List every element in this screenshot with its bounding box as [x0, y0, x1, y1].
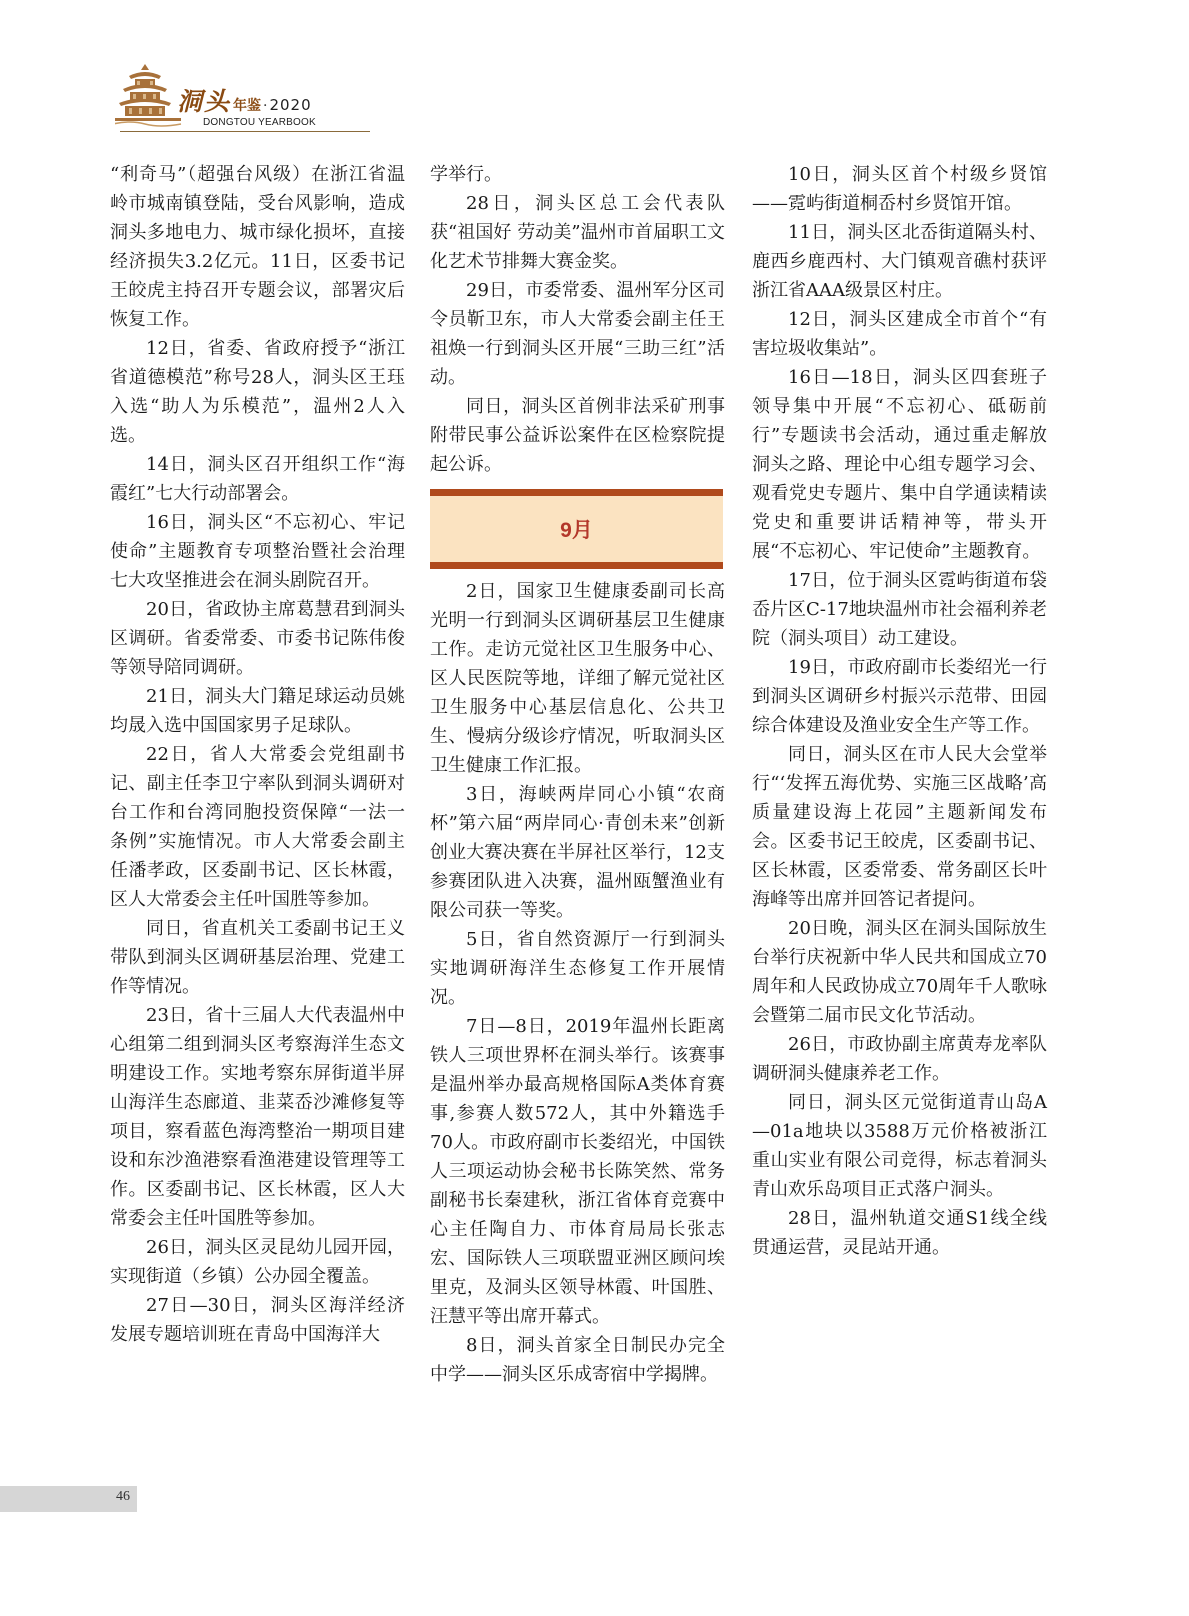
- paragraph: 26日，洞头区灵昆幼儿园开园，实现街道（乡镇）公办园全覆盖。: [110, 1237, 405, 1287]
- paragraph: 16日—18日，洞头区四套班子领导集中开展“不忘初心、砥砺前行”专题读书会活动，通过重走解放洞头之路、理论中心组专题学习会、观看党史专题片、集中自学通读精读党史和重要讲话精神等，带头开展“不忘初心、牢记使命”主题教育。: [752, 367, 1047, 562]
- paragraph: 14日，洞头区召开组织工作“海霞红”七大行动部署会。: [110, 454, 405, 504]
- text-column-3: [752, 160, 1047, 1262]
- paragraph: 7日—8日，2019年温州长距离铁人三项世界杯在洞头举行。该赛事是温州举办最高规格国际A类体育赛事,参赛人数572人，其中外籍选手70人。市政府副市长娄绍光，中国铁人三项运动协会秘书长陈笑然、常务副秘书长秦建秋，浙江省体育竞赛中心主任陶自力、市体育局局长张志宏、国际铁人三项联盟亚洲区顾问埃里克，及洞头区领导林霞、叶国胜、汪慧平等出席开幕式。: [430, 1016, 725, 1327]
- paragraph: 10日，洞头区首个村级乡贤馆——霓屿街道桐岙村乡贤馆开馆。: [752, 164, 1047, 214]
- paragraph: 12日，省委、省政府授予“浙江省道德模范”称号28人，洞头区王珏入选“助人为乐模范”，温州2人入选。: [110, 338, 405, 446]
- paragraph: 29日，市委常委、温州军分区司令员靳卫东，市人大常委会副主任王祖焕一行到洞头区开展“三助三红”活动。: [430, 280, 725, 388]
- paragraph: 20日晚，洞头区在洞头国际放生台举行庆祝新中华人民共和国成立70周年和人民政协成立70周年千人歌咏会暨第二届市民文化节活动。: [752, 918, 1047, 1026]
- paragraph: 8日，洞头首家全日制民办完全中学——洞头区乐成寄宿中学揭牌。: [430, 1335, 725, 1385]
- brand-english-title: DONGTOU YEARBOOK: [203, 117, 316, 128]
- paragraph: 2日，国家卫生健康委副司长高光明一行到洞头区调研基层卫生健康工作。走访元觉社区卫生服务中心、区人民医院等地，详细了解元觉社区卫生服务中心基层信息化、公共卫生、慢病分级诊疗情况，听取洞头区卫生健康工作汇报。: [430, 581, 725, 776]
- brand-separator: ·: [263, 98, 268, 114]
- paragraph: 16日，洞头区“不忘初心、牢记使命”主题教育专项整治暨社会治理七大攻坚推进会在洞头剧院召开。: [110, 512, 405, 591]
- month-heading: 9月: [560, 519, 593, 542]
- paragraph: “利奇马”（超强台风级）在浙江省温岭市城南镇登陆，受台风影响，造成洞头多地电力、城市绿化损坏，直接经济损失3.2亿元。11日，区委书记王皎虎主持召开专题会议，部署灾后恢复工作。: [110, 164, 405, 330]
- paragraph: 28日，温州轨道交通S1线全线贯通运营，灵昆站开通。: [752, 1208, 1047, 1258]
- paragraph: 19日，市政府副市长娄绍光一行到洞头区调研乡村振兴示范带、田园综合体建设及渔业安全生产等工作。: [752, 657, 1047, 736]
- brand-year: 2020: [269, 96, 312, 114]
- paragraph: 同日，洞头区首例非法采矿刑事附带民事公益诉讼案件在区检察院提起公诉。: [430, 396, 725, 475]
- paragraph: 同日，洞头区元觉街道青山岛A—01a地块以3588万元价格被浙江重山实业有限公司竞得，标志着洞头青山欢乐岛项目正式落户洞头。: [752, 1092, 1047, 1200]
- brand-title: 洞头: [177, 87, 232, 116]
- yearbook-brand: [177, 82, 312, 118]
- paragraph: 11日，洞头区北岙街道隔头村、鹿西乡鹿西村、大门镇观音礁村获评浙江省AAA级景区村庄。: [752, 222, 1047, 301]
- paragraph: 28日，洞头区总工会代表队获“祖国好 劳动美”温州市首届职工文化艺术节排舞大赛金奖。: [430, 193, 725, 272]
- paragraph: 27日—30日，洞头区海洋经济发展专题培训班在青岛中国海洋大: [110, 1295, 405, 1345]
- page-header: [115, 62, 415, 142]
- pavilion-logo-icon: [115, 62, 185, 132]
- page-number: 46: [116, 1489, 130, 1504]
- paragraph: 22日，省人大常委会党组副书记、副主任李卫宁率队到洞头调研对台工作和台湾同胞投资保障“一法一条例”实施情况。市人大常委会副主任潘孝政，区委副书记、区长林霞，区人大常委会主任叶国胜等参加。: [110, 744, 405, 910]
- paragraph: 学举行。: [430, 164, 502, 185]
- paragraph: 5日，省自然资源厅一行到洞头实地调研海洋生态修复工作开展情况。: [430, 929, 725, 1008]
- paragraph: 23日，省十三届人大代表温州中心组第二组到洞头区考察海洋生态文明建设工作。实地考察东屏街道半屏山海洋生态廊道、韭菜岙沙滩修复等项目，察看蓝色海湾整治一期项目建设和东沙渔港察看渔港建设管理等工作。区委副书记、区长林霞，区人大常委会主任叶国胜等参加。: [110, 1005, 405, 1229]
- paragraph: 21日，洞头大门籍足球运动员姚均晟入选中国国家男子足球队。: [110, 686, 405, 736]
- header-rule: [120, 131, 370, 132]
- brand-subtitle: 年鉴: [233, 98, 262, 114]
- text-column-2: [430, 160, 725, 1389]
- paragraph: 26日，市政协副主席黄寿龙率队调研洞头健康养老工作。: [752, 1034, 1047, 1084]
- paragraph: 同日，洞头区在市人民大会堂举行“‘发挥五海优势、实施三区战略’高质量建设海上花园”主题新闻发布会。区委书记王皎虎，区委副书记、区长林霞，区委常委、常务副区长叶海峰等出席并回答记者提问。: [752, 744, 1047, 910]
- paragraph: 17日，位于洞头区霓屿街道布袋岙片区C-17地块温州市社会福利养老院（洞头项目）动工建设。: [752, 570, 1047, 649]
- paragraph: 同日，省直机关工委副书记王义带队到洞头区调研基层治理、党建工作等情况。: [110, 918, 405, 997]
- text-column-1: [110, 160, 405, 1349]
- month-heading-box: [430, 489, 723, 569]
- paragraph: 20日，省政协主席葛慧君到洞头区调研。省委常委、市委书记陈伟俊等领导陪同调研。: [110, 599, 405, 678]
- paragraph: 12日，洞头区建成全市首个“有害垃圾收集站”。: [752, 309, 1047, 359]
- paragraph: 3日，海峡两岸同心小镇“农商杯”第六届“两岸同心·青创未来”创新创业大赛决赛在半屏社区举行，12支参赛团队进入决赛，温州瓯蟹渔业有限公司获一等奖。: [430, 784, 725, 921]
